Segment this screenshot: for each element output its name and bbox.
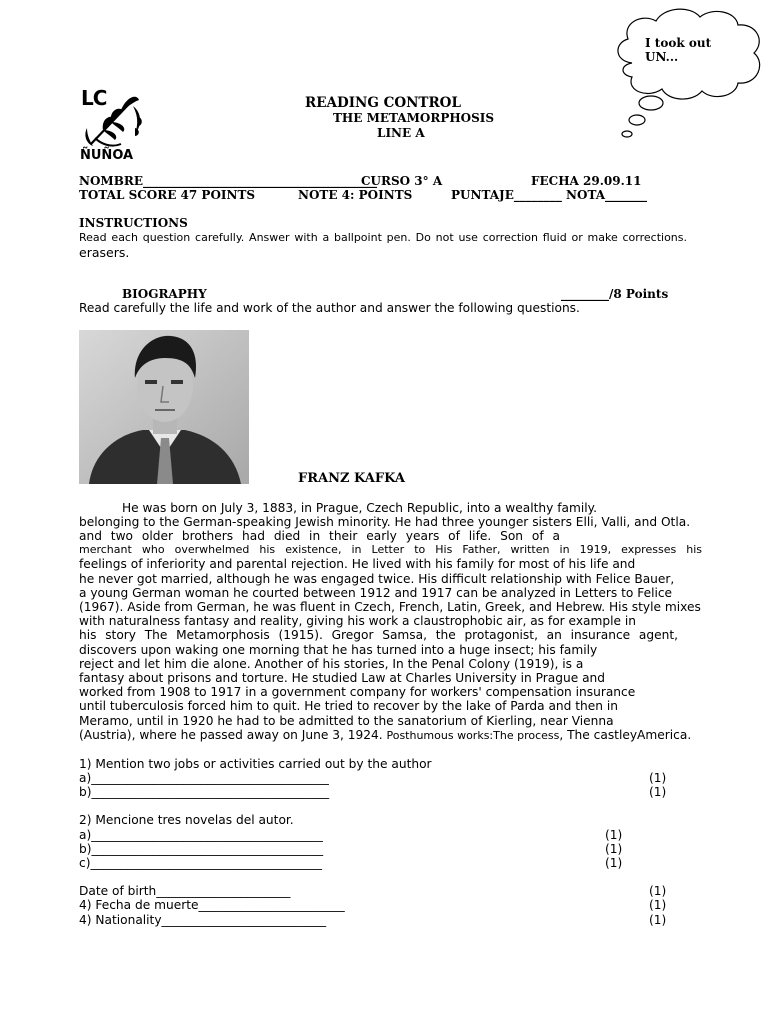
biography-points[interactable]: ________/8 Points bbox=[561, 287, 669, 301]
logo-letters: LC bbox=[81, 86, 107, 110]
bubble-text-line2: UN... bbox=[645, 50, 679, 64]
name-field[interactable]: NOMBRE_______________________________________ bbox=[79, 174, 377, 188]
date-of-birth-field[interactable]: Date of birth______________________ bbox=[79, 884, 291, 898]
bio-line-9: with naturalness fantasy and reality, giving his work a claustrophobic air, as for example in bbox=[79, 614, 636, 628]
bio-line-8: (1967). Aside from German, he was fluent in Czech, French, Latin, Greek, and Hebrew. His style mixes bbox=[79, 600, 701, 614]
biography-heading: BIOGRAPHY bbox=[122, 287, 207, 301]
bio-line-13: fantasy about prisons and torture. He studied Law at Charles University in Prague and bbox=[79, 671, 606, 685]
nationality-points: (1) bbox=[649, 913, 667, 927]
page-subtitle: THE METAMORPHOSIS bbox=[333, 111, 495, 125]
question-2-points-a: (1) bbox=[605, 828, 623, 842]
bio-line-17a: (Austria), where he passed away on June 3, 1924. bbox=[79, 728, 387, 742]
date-of-birth-points: (1) bbox=[649, 884, 667, 898]
instructions-heading: INSTRUCTIONS bbox=[79, 216, 188, 230]
question-1-answer-b[interactable]: b)_______________________________________ bbox=[79, 785, 330, 799]
question-1-points-b: (1) bbox=[649, 785, 667, 799]
bio-line-14: worked from 1908 to 1917 in a government company for workers' compensation insurance bbox=[79, 685, 636, 699]
page-line: LINE A bbox=[377, 126, 425, 140]
question-2-answer-c[interactable]: c)______________________________________ bbox=[79, 856, 323, 870]
bio-line-12: reject and let him die alone. Another of his stories, In the Penal Colony (1919), is a bbox=[79, 657, 584, 671]
bio-line-17c: , The castleyAmerica. bbox=[559, 728, 692, 742]
question-1: 1) Mention two jobs or activities carried out by the author bbox=[79, 757, 432, 771]
bubble-text-line1: I took out bbox=[645, 36, 712, 50]
bio-line-11: discovers upon waking one morning that he has turned into a huge insect; his family bbox=[79, 643, 598, 657]
question-2-points-c: (1) bbox=[605, 856, 623, 870]
laurel-icon bbox=[81, 92, 145, 152]
instructions-text-line1: Read each question carefully. Answer with a ballpoint pen. Do not use correction fluid or make corrections. bbox=[79, 231, 687, 244]
bio-line-3: and two older brothers had died in their early years of life. Son of a bbox=[79, 529, 560, 543]
question-1-points-a: (1) bbox=[649, 771, 667, 785]
date-of-death-points: (1) bbox=[649, 898, 667, 912]
thought-bubble bbox=[612, 5, 768, 140]
question-2-answer-b[interactable]: b)______________________________________ bbox=[79, 842, 324, 856]
nationality-field[interactable]: 4) Nationality___________________________ bbox=[79, 913, 327, 927]
bio-line-15: until tuberculosis forced him to quit. He tried to recover by the lake of Parda and then in bbox=[79, 699, 618, 713]
logo-name: ÑUÑOA bbox=[80, 148, 134, 163]
date-field: FECHA 29.09.11 bbox=[531, 174, 642, 188]
author-portrait bbox=[79, 330, 249, 484]
bio-line-7: a young German woman he courted between 1912 and 1917 can be analyzed in Letters to Felice bbox=[79, 586, 673, 600]
bio-line-4: merchant who overwhelmed his existence, in Letter to His Father, written in 1919, expresses his bbox=[79, 543, 702, 556]
bio-line-1: He was born on July 3, 1883, in Prague, Czech Republic, into a wealthy family. bbox=[122, 501, 597, 515]
note-field: NOTE 4: POINTS bbox=[298, 188, 413, 202]
date-of-death-field[interactable]: 4) Fecha de muerte________________________ bbox=[79, 898, 345, 912]
author-name: FRANZ KAFKA bbox=[298, 471, 405, 486]
question-1-answer-a[interactable]: a)_______________________________________ bbox=[79, 771, 329, 785]
instructions-text-line2: erasers. bbox=[79, 245, 130, 260]
school-logo bbox=[79, 86, 145, 168]
bio-line-6: he never got married, although he was engaged twice. His difficult relationship with Felice Bauer, bbox=[79, 572, 675, 586]
bio-line-17 bbox=[79, 728, 691, 743]
page-title: READING CONTROL bbox=[305, 95, 461, 111]
total-score: TOTAL SCORE 47 POINTS bbox=[79, 188, 256, 202]
bio-line-10: his story The Metamorphosis (1915). Gregor Samsa, the protagonist, an insurance agent, bbox=[79, 628, 678, 642]
score-field[interactable]: PUNTAJE________ NOTA_______ bbox=[451, 188, 648, 202]
bio-line-5: feelings of inferiority and parental rejection. He lived with his family for most of his life and bbox=[79, 557, 636, 571]
question-2-points-b: (1) bbox=[605, 842, 623, 856]
biography-intro: Read carefully the life and work of the author and answer the following questions. bbox=[79, 301, 580, 315]
bio-line-2: belonging to the German-speaking Jewish minority. He had three younger sisters Elli, Valli, and Otla. bbox=[79, 515, 691, 529]
bio-line-16: Meramo, until in 1920 he had to be admitted to the sanatorium of Kierling, near Vienna bbox=[79, 714, 614, 728]
bio-line-17b: Posthumous works:The process bbox=[386, 729, 560, 742]
question-2-answer-a[interactable]: a)______________________________________ bbox=[79, 828, 323, 842]
question-2: 2) Mencione tres novelas del autor. bbox=[79, 813, 294, 827]
course-field: CURSO 3° A bbox=[361, 174, 443, 188]
